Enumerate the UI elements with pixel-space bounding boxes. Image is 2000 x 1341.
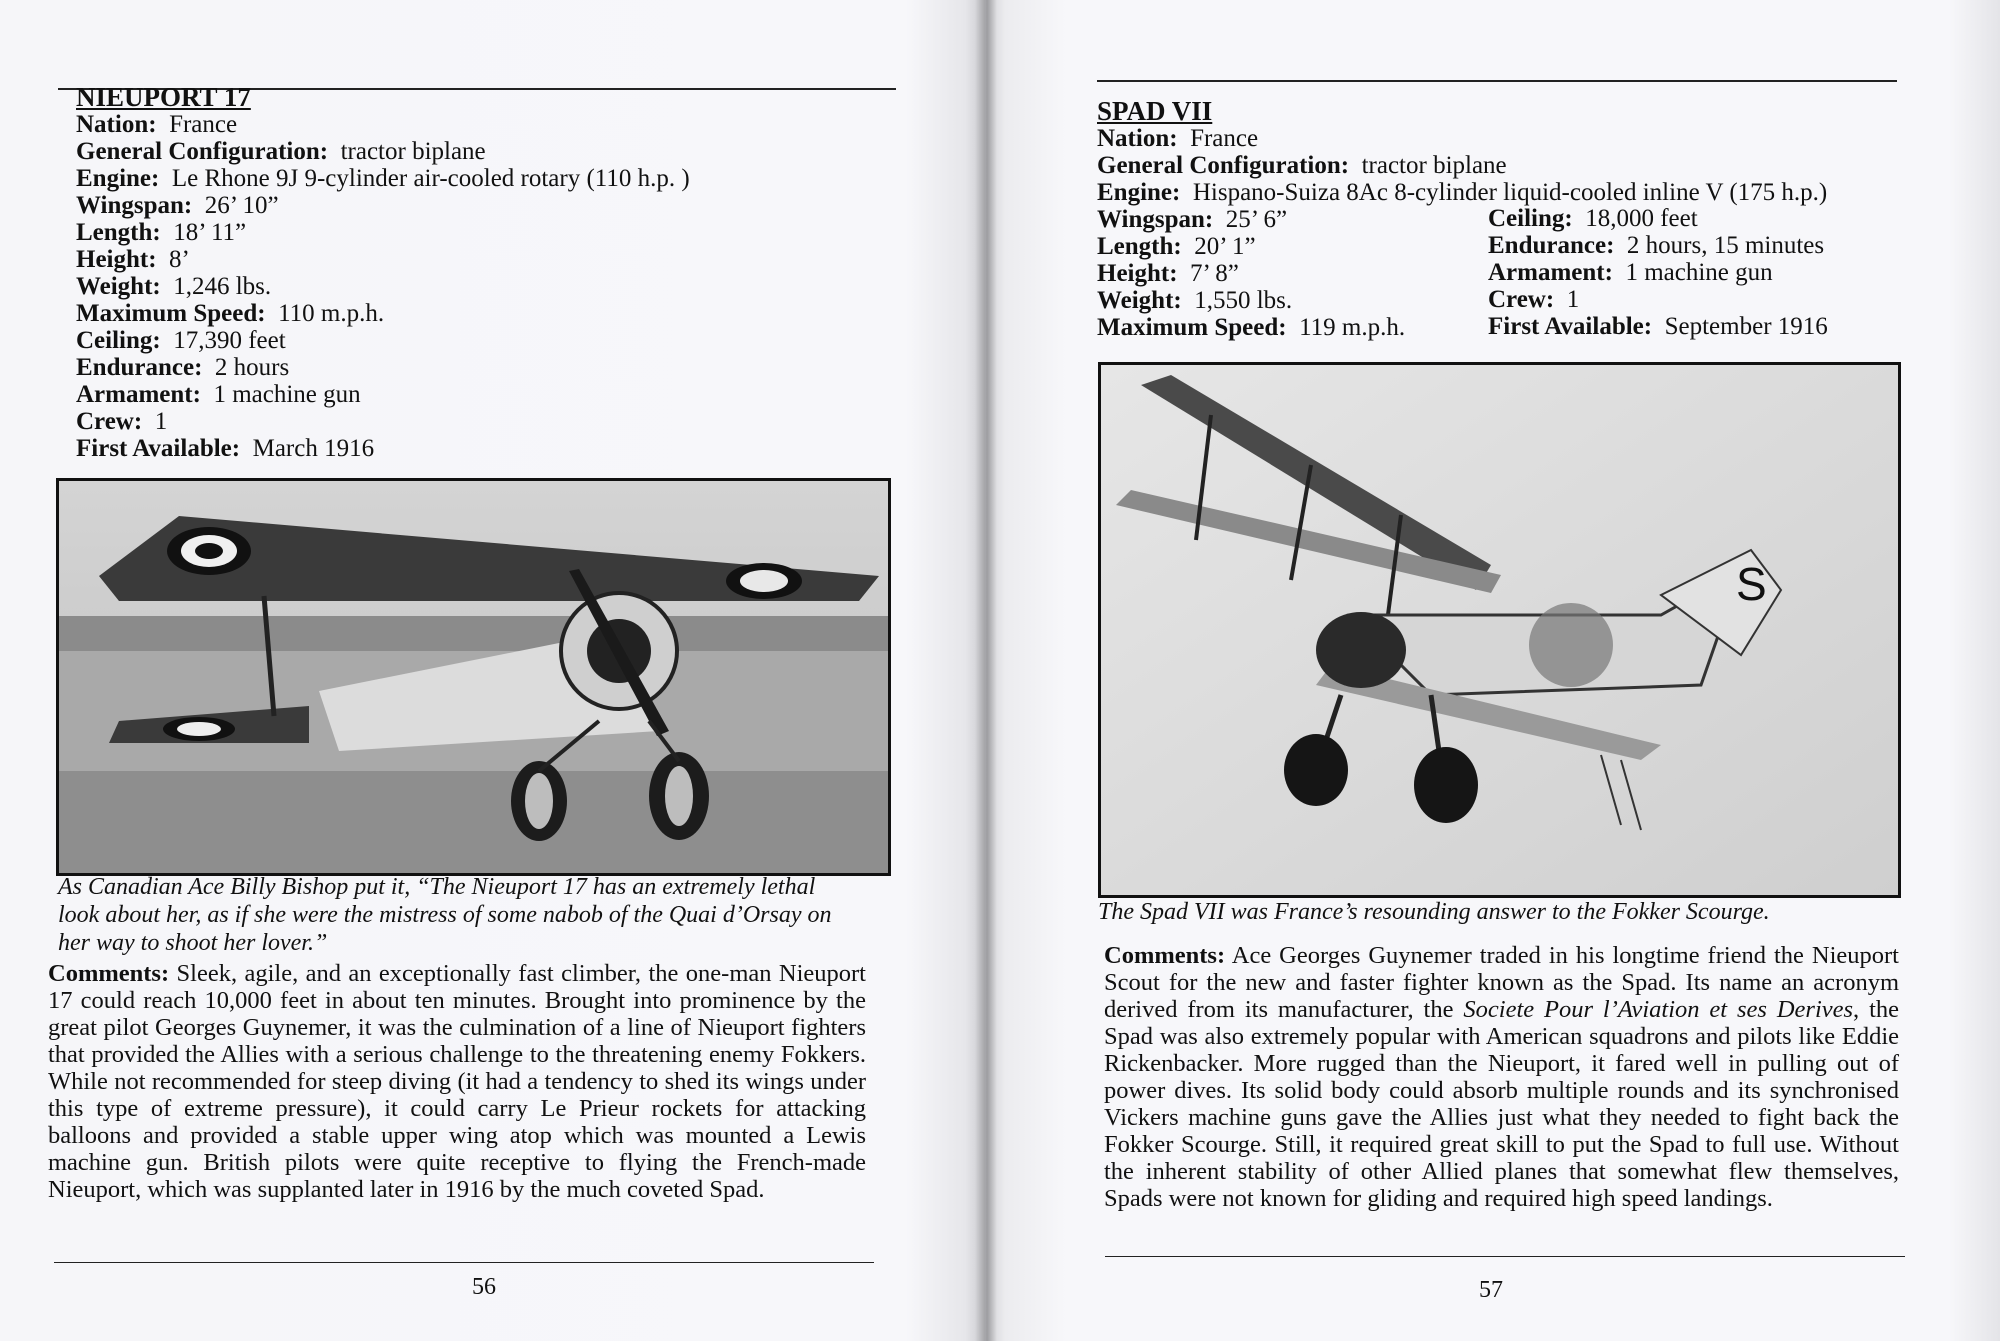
spec-label: Nation: — [76, 111, 157, 138]
spec-row — [76, 354, 690, 381]
spec-label: Wingspan: — [1097, 206, 1214, 233]
spec-row — [1488, 205, 1828, 232]
spec-block — [76, 84, 690, 462]
spec-label: Engine: — [1097, 179, 1181, 206]
page-number: 57 — [1479, 1277, 1503, 1303]
spec-label: Wingspan: — [76, 192, 193, 219]
aircraft-title: NIEUPORT 17 — [76, 82, 251, 112]
spec-row — [76, 327, 690, 354]
spec-row — [76, 435, 690, 462]
spec-row — [1097, 152, 1827, 179]
spec-row — [1488, 232, 1828, 259]
spec-row — [1488, 259, 1828, 286]
nieuport-photo — [56, 478, 891, 876]
spec-row — [1097, 179, 1827, 206]
spec-row — [76, 165, 690, 192]
spad-photo — [1098, 362, 1901, 898]
nieuport-caption: As Canadian Ace Billy Bishop put it, “The Nieuport 17 has an extremely lethal look about her, as if she were the mistress of some nabob of the Quai d’Orsay on her way to shoot her lover.” — [58, 874, 832, 956]
spec-label: Nation: — [1097, 125, 1178, 152]
spec-label: Ceiling: — [1488, 205, 1573, 232]
aircraft-title: SPAD VII — [1097, 96, 1213, 126]
comments-text: Sleek, agile, and an exceptionally fast climber, the one-man Nieuport 17 could reach 10,000 feet in about ten minutes. Brought into prominence by the great pilot Georges Guynemer, it was the culmination of a line of Nieuport fighters that provided the Allies with a serious challenge to the threatening enemy Fokkers. While not recommended for steep diving (it had a tendency to shed its wings under this type of extreme pressure), it could carry Le Prieur rockets for attacking balloons and provided a stable upper wing atop which was mounted a Lewis machine gun. British pilots were quite receptive to flying the French-made Nieuport, which was supplanted later in 1916 by the much coveted Spad. — [48, 960, 866, 1203]
spec-list — [76, 111, 690, 462]
spec-list — [1488, 205, 1828, 340]
comments-label: Comments: — [1104, 942, 1226, 969]
spec-value: Le Rhone 9J 9-cylinder air-cooled rotary (110 h.p. ) — [171, 165, 690, 192]
spec-value: 2 hours — [214, 354, 290, 381]
left-page — [0, 0, 985, 1341]
spec-label: Ceiling: — [76, 327, 161, 354]
comments-text-continued: , the Spad was also extremely popular with American squadrons and pilots like Eddie Rickenbacker. More rugged than the Nieuport, it fared well in pulling out of power dives. Its solid body could absorb multiple rounds and its synchronised Vickers machine guns gave the Allies just what they needed to fight back the Fokker Scourge. Still, it required great skill to put the Spad to full use. Without the inherent stability of other Allied planes that somewhat flew themselves, Spads were not known for gliding and required high speed landings. — [1104, 996, 1899, 1212]
spec-value: tractor biplane — [1361, 152, 1507, 179]
spec-value: 26’ 10” — [204, 192, 279, 219]
tail-letter: S — [1736, 558, 1767, 610]
page-number: 56 — [472, 1274, 496, 1300]
spec-value: 110 m.p.h. — [278, 300, 385, 327]
spec-label: First Available: — [1488, 313, 1653, 340]
spec-value: 1 — [1566, 286, 1580, 313]
spec-label: Maximum Speed: — [76, 300, 266, 327]
spec-label: Armament: — [76, 381, 201, 408]
spec-value: March 1916 — [252, 435, 375, 462]
spec-label: Engine: — [76, 165, 160, 192]
spec-block-col2 — [1488, 205, 1828, 340]
spec-value: 1 machine gun — [213, 381, 361, 408]
spec-value: 8’ — [169, 246, 190, 273]
spec-value: 1,246 lbs. — [173, 273, 272, 300]
spec-value: 17,390 feet — [173, 327, 286, 354]
spec-value: 7’ 8” — [1190, 260, 1239, 287]
spec-row — [76, 246, 690, 273]
right-page — [985, 0, 2000, 1341]
spec-label: First Available: — [76, 435, 241, 462]
spec-value: 1,550 lbs. — [1194, 287, 1293, 314]
spec-label: Weight: — [76, 273, 161, 300]
spec-label: General Configuration: — [1097, 152, 1350, 179]
spec-value: 1 — [154, 408, 168, 435]
spec-label: Height: — [76, 246, 157, 273]
spec-label: Weight: — [1097, 287, 1182, 314]
spec-row — [76, 381, 690, 408]
spec-value: 119 m.p.h. — [1299, 314, 1406, 341]
spec-label: Crew: — [76, 408, 143, 435]
spec-row — [76, 408, 690, 435]
spad-biplane-image — [1101, 365, 1898, 895]
spec-row — [1488, 286, 1828, 313]
spec-label: Height: — [1097, 260, 1178, 287]
comments-text: Ace Georges Guynemer traded in his longtime friend the Nieuport Scout for the new and faster fighter known as the Spad. Its name an acronym derived from its manufacturer, the — [1104, 942, 1899, 1023]
spec-row — [1097, 125, 1827, 152]
spad-caption: The Spad VII was France’s resounding answer to the Fokker Scourge. — [1098, 899, 1770, 925]
comments-paragraph — [1104, 942, 1899, 1212]
spec-row — [76, 111, 690, 138]
spec-label: Armament: — [1488, 259, 1613, 286]
spec-label: Length: — [76, 219, 161, 246]
spec-value: 2 hours, 15 minutes — [1626, 232, 1825, 259]
spec-label: Endurance: — [1488, 232, 1615, 259]
spec-value: 20’ 1” — [1194, 233, 1256, 260]
spec-value: 18’ 11” — [173, 219, 247, 246]
spec-value: tractor biplane — [340, 138, 486, 165]
comments-label: Comments: — [48, 960, 170, 987]
spec-row — [76, 300, 690, 327]
top-rule — [1097, 80, 1897, 82]
book-gutter — [975, 0, 997, 1341]
spec-row — [76, 192, 690, 219]
spec-value: France — [169, 111, 238, 138]
spec-label: General Configuration: — [76, 138, 329, 165]
spec-label: Maximum Speed: — [1097, 314, 1287, 341]
comments-paragraph — [48, 960, 866, 1203]
spec-value: 25’ 6” — [1225, 206, 1288, 233]
spec-label: Length: — [1097, 233, 1182, 260]
spec-value: 18,000 feet — [1585, 205, 1698, 232]
spec-value: 1 machine gun — [1625, 259, 1773, 286]
spec-row — [1488, 313, 1828, 340]
manufacturer-name: Societe Pour l’Aviation et ses Derives — [1463, 996, 1854, 1023]
spec-label: Endurance: — [76, 354, 203, 381]
spec-row — [76, 273, 690, 300]
bottom-rule — [1105, 1256, 1905, 1257]
bottom-rule — [54, 1262, 874, 1263]
spec-value: September 1916 — [1664, 313, 1828, 340]
spec-row — [76, 219, 690, 246]
spec-row — [76, 138, 690, 165]
nieuport-biplane-image — [59, 481, 888, 873]
spec-value: Hispano-Suiza 8Ac 8-cylinder liquid-cooled inline V (175 h.p.) — [1192, 179, 1828, 206]
spec-label: Crew: — [1488, 286, 1555, 313]
spec-value: France — [1190, 125, 1259, 152]
